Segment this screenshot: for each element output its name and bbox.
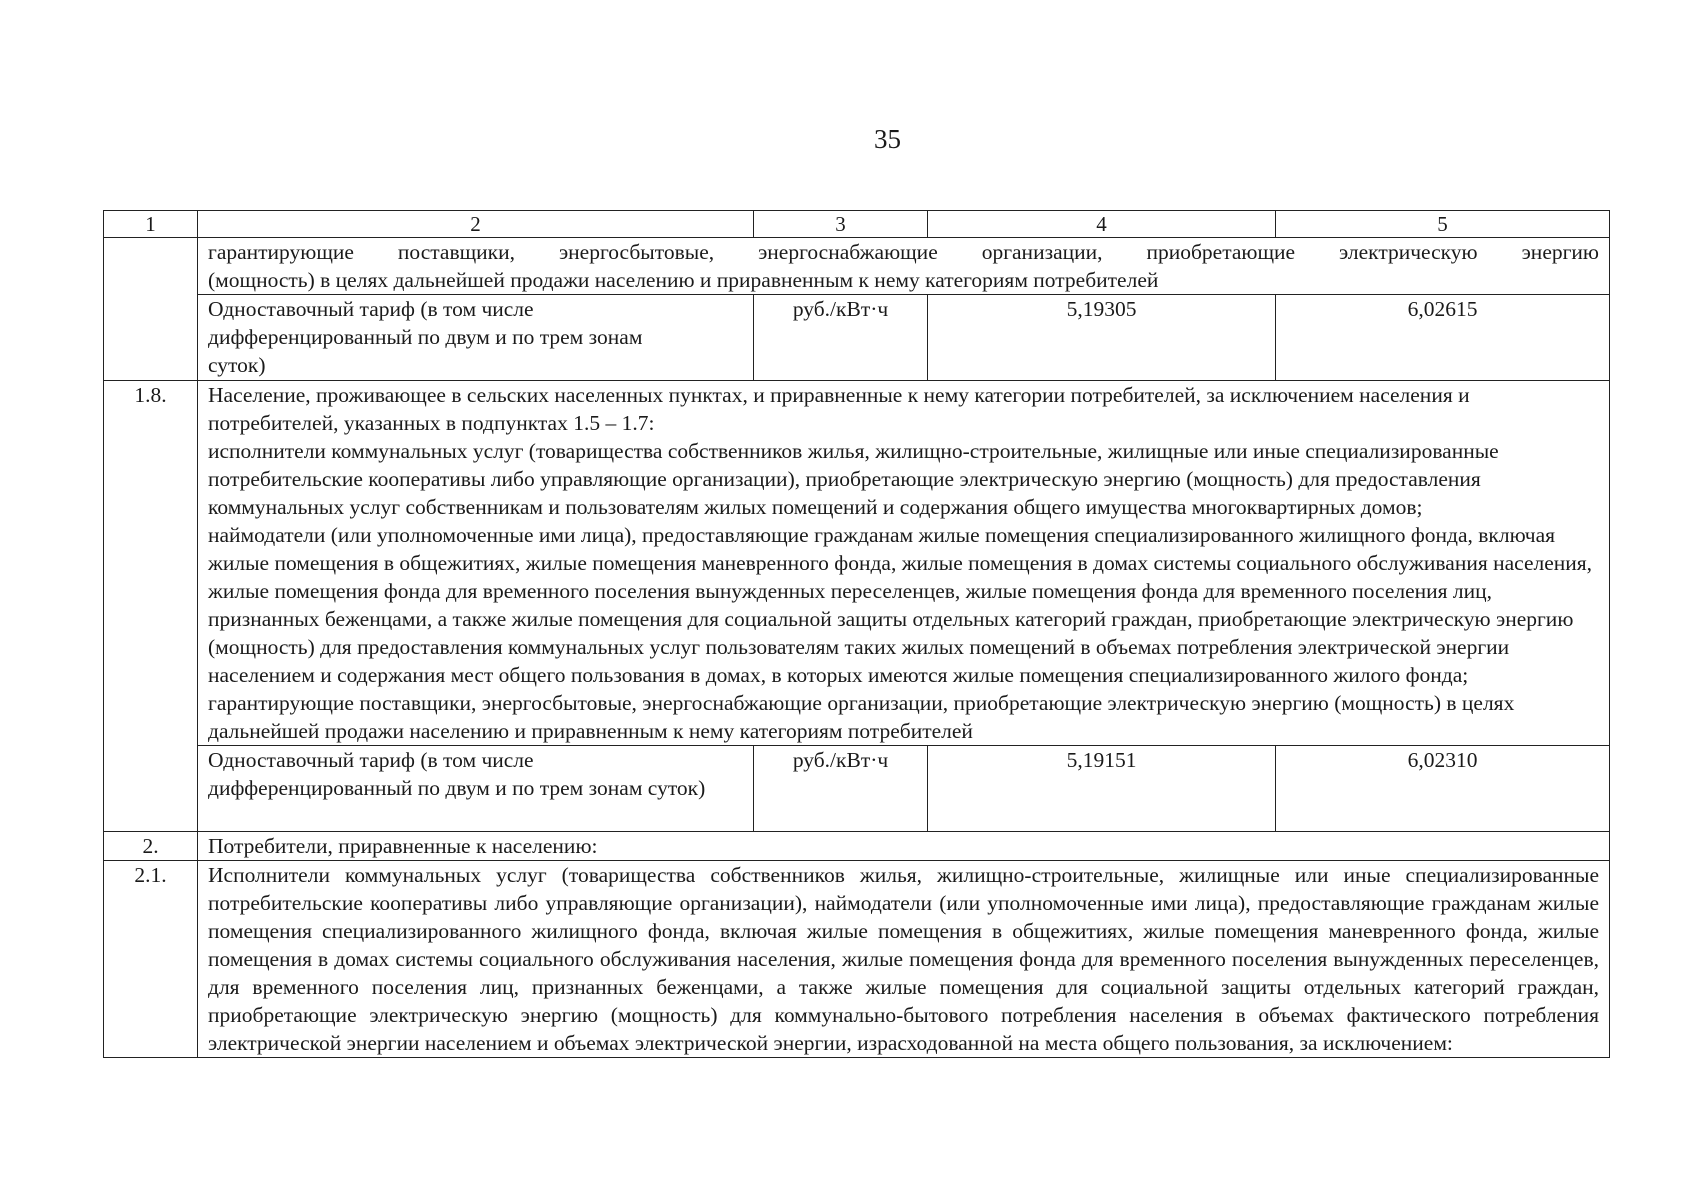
category-description: Исполнители коммунальных услуг (товарищества собственников жилья, жилищно-строительные, жилищные или иные специализированные потребительские кооперативы либо управляющие организации), наймодатели (или уполномоченные ими лица), предоставляющие гражданам жилые помещения специализированного жилищного фонда, включая жилые помещения в общежитиях, жилые помещения маневренного фонда, жилые помещения в домах системы социального обслуживания населения, жилые помещения фонда для временного поселения вынужденных переселенцев, для временного поселения лиц, признанных беженцами, а также жилые помещения для социальной защиты отдельных категорий граждан, приобретающие электрическую энергию (мощность) для коммунально-бытового потребления населения в объемах фактического потребления электрической энергии населением и объемах электрической энергии, израсходованной на места общего пользования, за исключением: <box>198 861 1610 1058</box>
tariff-row <box>104 746 1610 832</box>
table-header-row <box>104 211 1610 238</box>
tariff-table <box>103 210 1610 1058</box>
tariff-value-col4: 5,19305 <box>928 295 1276 381</box>
tariff-value-col5: 6,02615 <box>1276 295 1610 381</box>
table-row <box>104 861 1610 1058</box>
header-col-5: 5 <box>1276 211 1610 238</box>
tariff-row <box>104 295 1610 381</box>
header-col-4: 4 <box>928 211 1276 238</box>
category-description <box>198 238 1610 295</box>
tariff-unit: руб./кВт·ч <box>754 746 928 832</box>
header-col-1: 1 <box>104 211 198 238</box>
table-row <box>104 381 1610 746</box>
category-text-line: гарантирующие поставщики, энергосбытовые, энергоснабжающие организации, приобретающие электрическую энергию <box>208 240 1599 264</box>
category-paragraph: исполнители коммунальных услуг (товарищества собственников жилья, жилищно-строительные, жилищные или иные специализированные потребительские кооперативы либо управляющие организации), приобретающие электрическую энергию (мощность) для предоставления коммунальных услуг собственникам и пользователям жилых помещений и содержания общего имущества многоквартирных домов; <box>208 439 1499 519</box>
row-number: 1.8. <box>104 381 198 832</box>
header-col-3: 3 <box>754 211 928 238</box>
header-col-2: 2 <box>198 211 754 238</box>
page-number: 35 <box>874 124 901 154</box>
category-paragraph: Население, проживающее в сельских населенных пунктах, и приравненные к нему категории потребителей, за исключением населения и потребителей, указанных в подпунктах 1.5 – 1.7: <box>208 383 1470 435</box>
category-paragraph: гарантирующие поставщики, энергосбытовые, энергоснабжающие организации, приобретающие электрическую энергию (мощность) в целях дальнейшей продажи населению и приравненным к нему категориям потребителей <box>208 691 1515 743</box>
tariff-value-col4: 5,19151 <box>928 746 1276 832</box>
tariff-name: Одноставочный тариф (в том числе дифференцированный по двум и по трем зонам суток) <box>198 295 754 381</box>
table-row <box>104 238 1610 295</box>
row-number <box>104 238 198 381</box>
tariff-unit: руб./кВт·ч <box>754 295 928 381</box>
table-row <box>104 832 1610 861</box>
row-number: 2. <box>104 832 198 861</box>
category-text-line: (мощность) в целях дальнейшей продажи населению и приравненным к нему категориям потребителей <box>208 268 1159 292</box>
tariff-value-col5: 6,02310 <box>1276 746 1610 832</box>
category-paragraph: наймодатели (или уполномоченные ими лица), предоставляющие гражданам жилые помещения специализированного жилищного фонда, включая жилые помещения в общежитиях, жилые помещения маневренного фонда, жилые помещения в домах системы социального обслуживания населения, жилые помещения фонда для временного поселения вынужденных переселенцев, жилые помещения фонда для временного поселения лиц, признанных беженцами, а также жилые помещения для социальной защиты отдельных категорий граждан, приобретающие электрическую энергию (мощность) для предоставления коммунальных услуг пользователям таких жилых помещений в объемах потребления электрической энергии населением и содержания мест общего пользования в домах, в которых имеются жилые помещения специализированного жилого фонда; <box>208 523 1593 687</box>
category-description <box>198 381 1610 746</box>
category-description: Потребители, приравненные к населению: <box>198 832 1610 861</box>
row-number: 2.1. <box>104 861 198 1058</box>
tariff-name: Одноставочный тариф (в том числе дифференцированный по двум и по трем зонам суток) <box>198 746 754 832</box>
